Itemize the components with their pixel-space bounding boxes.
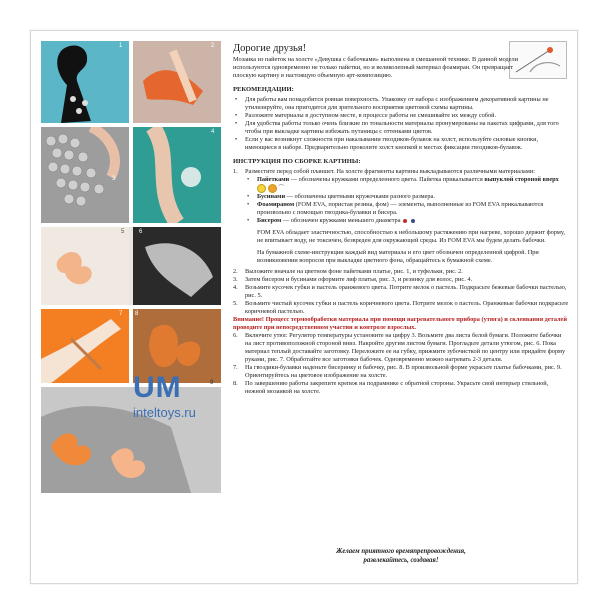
photo-2 xyxy=(133,41,221,123)
step-1: 1. Разместите перед собой планшет. На холсте фрагменты картины выкладываются различными материалами: xyxy=(233,168,535,175)
material-pailette: • Пайетками — обозначены кружками определенного цвета. Пайетка прикалывается выпуклой стороной вверх ⌒ xyxy=(245,176,569,193)
figure-number: 4 xyxy=(211,129,215,135)
sequin-icon xyxy=(268,184,277,193)
instructions-heading: ИНСТРУКЦИЯ ПО СБОРКЕ КАРТИНЫ: xyxy=(233,158,361,165)
step-2: 2. Выложите вначале на цветном фоне пайетками платье, рис. 1, и туфельки, рис. 2. xyxy=(233,268,463,275)
watermark-logo: UM xyxy=(133,371,182,404)
figure-number: 7 xyxy=(119,311,123,317)
step-5: 5. Возьмите чистый кусочек губки и пастель коричневого цвета. Потрите мелок о пастель. Оранжевые бабочки подкрасьте коричневой пастелью. xyxy=(233,300,569,315)
photo-1 xyxy=(41,41,129,123)
material-foam: • Фоамираном (FOM EVA, пористая резина, фом) — элементы, выполненные из FOM EVA прикалываются произвольно с помощью гвоздика-булавки и бисера. xyxy=(245,201,569,217)
fom-paragraph: FOM EVA обладает эластичностью, способностью к небольшому растяжению при нагреве, хорошо держит форму, не впитывает воду, не токсичен, безвреден для окружающей среды. Из FOM EVA мы будем делать бабочки. xyxy=(257,229,565,244)
curve-icon: ⌒ xyxy=(278,184,285,192)
girl-silhouette-icon xyxy=(41,41,129,123)
photo-3 xyxy=(41,127,129,223)
photo-4 xyxy=(133,127,221,223)
recommendations-heading: РЕКОМЕНДАЦИИ: xyxy=(233,86,294,93)
recommendation-item: • Разложите материалы в доступном месте, в процессе работы не смешивайте их между собой. xyxy=(233,112,569,120)
sequins-photo-icon xyxy=(41,127,129,223)
step-8: 8. По завершению работы закрепите крепеж на подрамнике с обратной стороны. Украсьте свой интерьер стильной, нежной мозаикой на холсте. xyxy=(233,380,549,395)
material-biser: • Бисером — обозначен кружками меньшего диаметра xyxy=(245,217,569,225)
scheme-paragraph: На бумажной схеме-инструкции каждый вид материала и его цвет обозначен определенной цифрой. При возникновении вопросов при выкладке цветного фона, обращайтесь к бумажной схеме. xyxy=(257,249,539,264)
footer-line-1: Желаем приятного времяпрепровождения, xyxy=(336,548,466,555)
butterfly-coloring-photo-icon xyxy=(41,227,221,305)
step-3: 3. Затем бисером и бусинами оформите лиф платья, рис. 3, и резинку для волос, рис. 4. xyxy=(233,276,473,283)
biser-dot-icon xyxy=(411,219,415,223)
sequin-icon xyxy=(257,184,266,193)
step-4: 4. Возьмите кусочек губки и пастель оранжевого цвета. Потрите мелок о пастель. Подкрасьте бежевые бабочки пастелью, рис. 5. xyxy=(233,284,567,299)
page-title: Дорогие друзья! xyxy=(233,43,307,54)
footer-line-2: развлекайтесь, создавая! xyxy=(363,557,439,564)
shoe-photo-icon xyxy=(133,41,221,123)
recommendation-item: • Для работы вам понадобится ровная поверхность. Упаковку от набора с изображением декоративной картины не утилизируйте, она пригодится для зрительного восприятия цветовой схемы картины. xyxy=(233,96,569,112)
step-7: 7. На гвоздики-булавки наденьте бисеринку и бабочку, рис. 8. В произвольной форме украсьте платье бабочками, рис. 9. Ориентируйтесь на цветовое изображение на холсте. xyxy=(233,364,562,379)
recommendation-item: • Если у вас возникнут сложности при накалывании гвоздиков-булавок на холст, используйте силовые кнопки, имеющиеся в наборе. Предварительно проколите холст кнопкой в местах фиксации гвоздиков-булавок. xyxy=(233,136,569,152)
biser-dot-icon xyxy=(403,219,407,223)
figure-number: 2 xyxy=(211,43,215,49)
warning-text: Внимание! Процесс термообработки материала при помощи нагревательного прибора (утюга) и склеивания деталей проводите при непосредственном участии и контроле взрослых. xyxy=(233,316,567,331)
intro-paragraph: Мозаика из пайеток на холсте «Девушка с бабочками» выполнена в смешанной технике. В данной модели используются одновременно не только пайетки, но и великолепный материал фоамиран. Он превращает плоскую картину в настоящую объемную арт-композицию. xyxy=(233,56,519,79)
footer xyxy=(271,547,531,565)
figure-number: 3 xyxy=(112,176,116,182)
recommendation-item: • Для удобства работы только очень близкие по тональности материалы пронумерованы на пакетах цифрами, для того чтобы при выкладке картины избежать путаницы с оттенками цветов. xyxy=(233,120,569,136)
material-bead: • Бусинами — обозначены цветными кружочками разного размера. xyxy=(245,193,569,201)
figure-number: 1 xyxy=(119,43,123,49)
instruction-sheet xyxy=(30,30,578,584)
figure-number: 5 xyxy=(121,229,125,235)
text-column xyxy=(233,43,569,396)
watermark-site: inteltoys.ru xyxy=(133,405,196,420)
figure-number: 9 xyxy=(210,380,214,386)
figure-number: 8 xyxy=(135,311,139,317)
hair-band-photo-icon xyxy=(133,127,221,223)
figure-number: 6 xyxy=(139,229,143,235)
photo-5-6 xyxy=(41,227,221,305)
step-6: 6. Включите утюг. Регулятор температуры установите на цифру 3. Возьмите два листа белой бумаги. Положите бабочки на лист противоположной стороной вниз. Накройте другим листом бумаги. Прогладьте детали утюгом, рис. 6. Пока материал теплый доставайте заготовку. Переложите ее на губку, прижмите зубочисткой по центру или придайте форму руками, рис. 7. Обработайте все заготовки бабочек. Одновременно можно нагревать 2-3 детали. xyxy=(233,332,566,363)
watermark xyxy=(115,371,225,431)
